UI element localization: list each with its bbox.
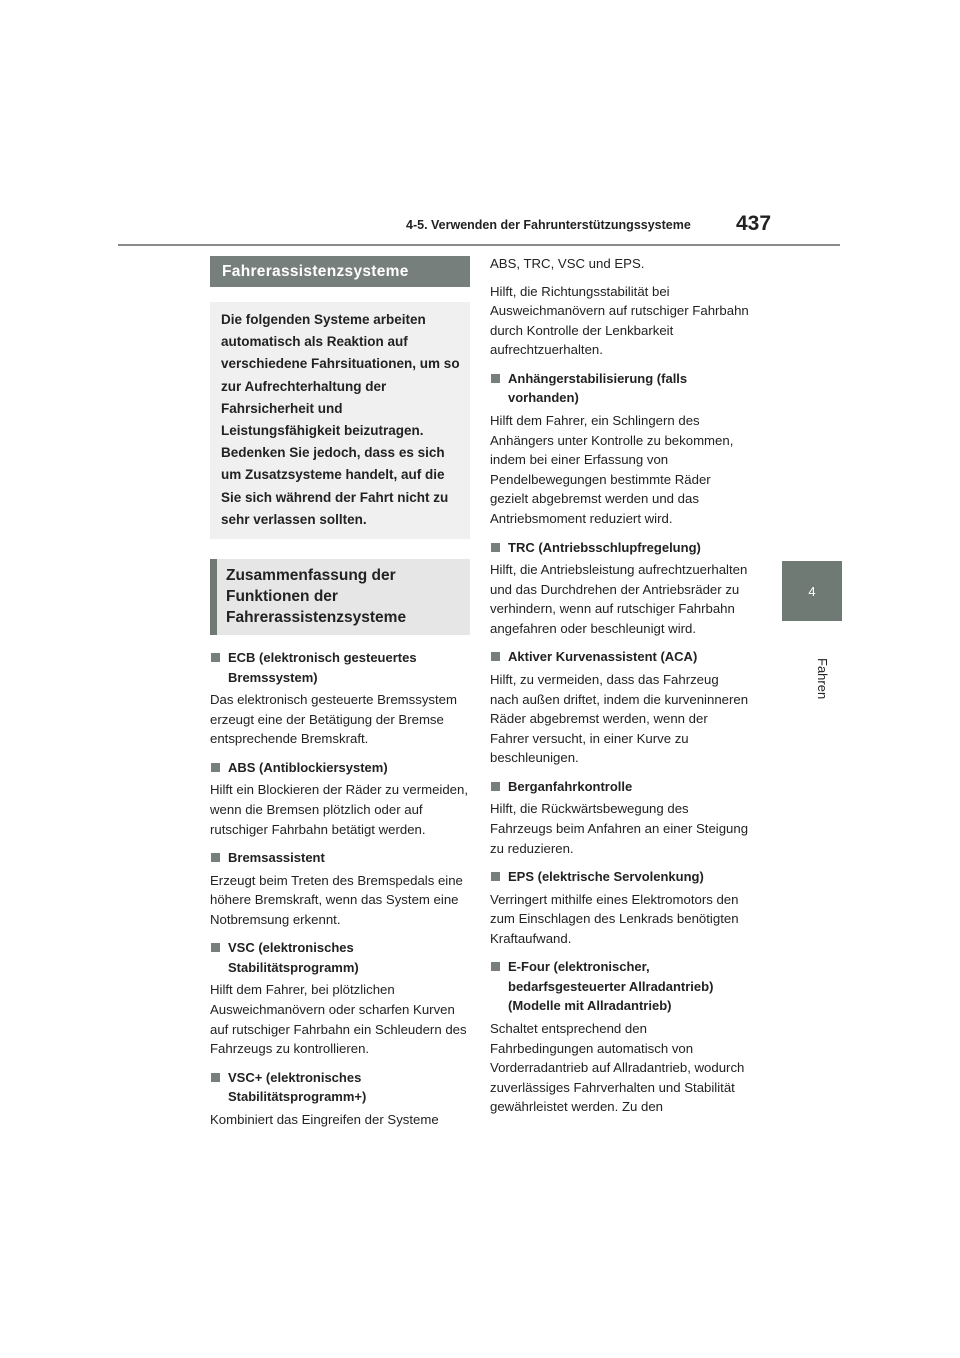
feature-section: [490, 867, 750, 948]
feature-section: [490, 957, 750, 1116]
feature-description: Hilft dem Fahrer, bei plötzlichen Ausweichmanövern oder scharfen Kurven auf rutschiger Fahrbahn ein Schleudern des Fahrzeugs zu kontrollieren.: [210, 982, 467, 1057]
square-bullet-icon: [211, 1073, 220, 1082]
feature-heading: [210, 1068, 470, 1107]
feature-heading: [490, 647, 750, 667]
intro-box: Die folgenden Systeme arbeiten automatisch als Reaktion auf verschiedene Fahrsituationen, um so zur Aufrechterhaltung der Fahrsicherheit und Leistungsfähigkeit beizutragen. Bedenken Sie jedoch, dass es sich um Zusatzsysteme handelt, auf die Sie sich während der Fahrt nicht zu sehr verlassen sollten.: [210, 302, 470, 539]
feature-title: VSC+ (elektronisches Stabilitätsprogramm+): [228, 1069, 367, 1105]
feature-description: Hilft dem Fahrer, ein Schlingern des Anhängers unter Kontrolle zu bekommen, indem bei einer Erfassung von Pendelbewegungen bestimmte Räder gezielt abgebremst werden und das Antriebsmoment reduziert wird.: [490, 412, 734, 526]
section-banner: Fahrerassistenzsysteme: [210, 256, 470, 287]
square-bullet-icon: [491, 374, 500, 383]
feature-heading: [210, 648, 470, 687]
feature-heading: [490, 777, 750, 797]
feature-section: [490, 647, 750, 767]
feature-heading: [490, 369, 750, 408]
left-column: [210, 256, 470, 1129]
right-column: [490, 254, 750, 1117]
feature-title: E-Four (elektronischer, bedarfsgesteuerter Allradantrieb) (Modelle mit Allradantrieb): [508, 959, 714, 1014]
feature-title: TRC (Antriebsschlupfregelung): [508, 539, 701, 555]
square-bullet-icon: [211, 653, 220, 662]
feature-description: Erzeugt beim Treten des Bremspedals eine höhere Bremskraft, wenn das System eine Notbremsung erkennt.: [210, 872, 463, 927]
feature-description: Hilft ein Blockieren der Räder zu vermeiden, wenn die Bremsen plötzlich oder auf rutschiger Fahrbahn betätigt werden.: [210, 782, 469, 837]
feature-description: Hilft, die Rückwärtsbewegung des Fahrzeugs beim Anfahren an einer Steigung zu reduzieren.: [490, 801, 749, 856]
feature-title: Aktiver Kurvenassistent (ACA): [508, 649, 698, 665]
feature-title: ABS (Antiblockiersystem): [228, 759, 388, 775]
feature-heading: [490, 538, 750, 558]
header-divider: [118, 244, 840, 246]
square-bullet-icon: [491, 782, 500, 791]
feature-section: [210, 758, 470, 839]
feature-heading: [210, 758, 470, 778]
feature-heading: [210, 848, 470, 868]
feature-title: EPS (elektrische Servolenkung): [508, 869, 704, 885]
square-bullet-icon: [491, 872, 500, 881]
feature-title: ECB (elektronisch gesteuertes Bremssystem): [228, 650, 417, 685]
feature-description: Hilft, die Antriebsleistung aufrechtzuerhalten und das Durchdrehen der Antriebsräder zu verhindern, wenn auf rutschiger Fahrbahn angefahren oder beschleunigt wird.: [490, 562, 748, 636]
feature-title: Anhängerstabilisierung (falls vorhanden): [508, 370, 688, 406]
square-bullet-icon: [211, 943, 220, 952]
square-bullet-icon: [491, 543, 500, 552]
chapter-tab: [782, 561, 842, 621]
square-bullet-icon: [491, 962, 500, 971]
square-bullet-icon: [491, 652, 500, 661]
feature-section: [210, 938, 470, 1058]
chapter-number: 4: [808, 583, 816, 599]
feature-heading: [210, 938, 470, 977]
feature-heading: [490, 867, 750, 887]
feature-description: Schaltet entsprechend den Fahrbedingungen automatisch von Vorderradantrieb auf Allradantrieb, wodurch zuverlässiges Fahrverhalten und Stabilität gewährleistet werden. Zu den: [490, 1020, 745, 1115]
feature-section: [210, 848, 470, 929]
feature-description: Kombiniert das Eingreifen der Systeme: [210, 1111, 439, 1127]
feature-description: Hilft, zu vermeiden, dass das Fahrzeug nach außen driftet, indem die kurveninneren Räder abgebremst werden, wenn der Fahrer versucht, in einer Kurve zu beschleunigen.: [490, 671, 749, 766]
continued-text: ABS, TRC, VSC und EPS.: [490, 256, 645, 271]
feature-heading: [490, 957, 750, 1016]
feature-title: Bremsassistent: [228, 850, 325, 866]
feature-description: Verringert mithilfe eines Elektromotors den zum Einschlagen des Lenkrads benötigten Kraftaufwand.: [490, 891, 739, 946]
feature-section: [490, 777, 750, 858]
feature-title: Berganfahrkontrolle: [508, 778, 633, 794]
square-bullet-icon: [211, 763, 220, 772]
feature-title: VSC (elektronisches Stabilitätsprogramm): [228, 940, 359, 975]
summary-heading: Zusammenfassung der Funktionen der Fahrerassistenzsysteme: [210, 559, 470, 635]
feature-section: [490, 538, 750, 639]
feature-section: [210, 1068, 470, 1130]
continued-text: Hilft, die Richtungsstabilität bei Ausweichmanövern auf rutschiger Fahrbahn durch Kontrolle der Lenkbarkeit aufrechtzuerhalten.: [490, 283, 749, 358]
chapter-name: Fahren: [815, 658, 830, 700]
page-number: 437: [736, 212, 772, 235]
feature-section: [210, 648, 470, 749]
feature-section: [490, 369, 750, 529]
feature-description: Das elektronisch gesteuerte Bremssystem erzeugt eine der Betätigung der Bremse entsprechende Bremskraft.: [210, 692, 457, 747]
square-bullet-icon: [211, 853, 220, 862]
running-header: 4-5. Verwenden der Fahrunterstützungssysteme: [406, 218, 691, 232]
